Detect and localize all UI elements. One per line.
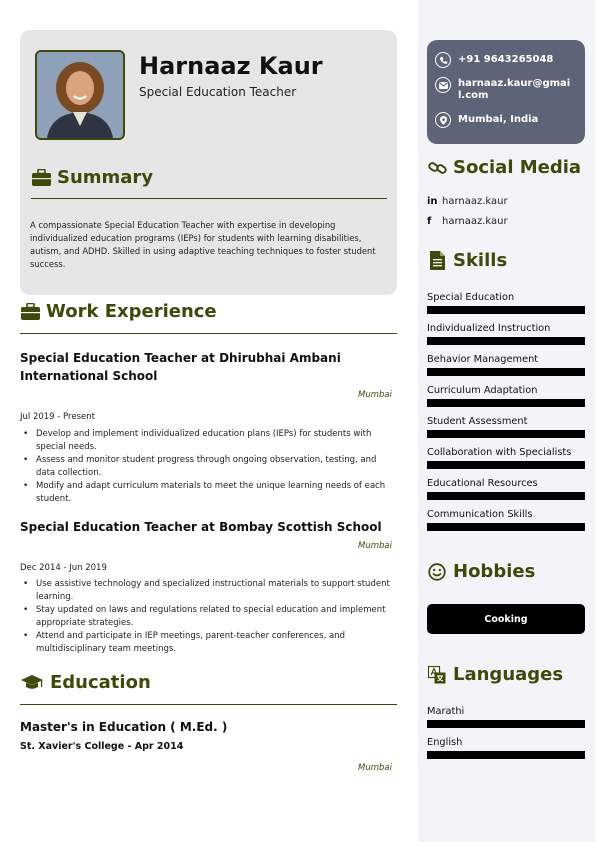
skill-bar bbox=[427, 399, 585, 407]
skill-bar bbox=[427, 492, 585, 500]
summary-heading: Summary bbox=[31, 167, 153, 188]
list-item: • Develop and implement individualized education plans (IEPs) for students with special needs. bbox=[20, 428, 398, 454]
list-item: • Attend and participate in IEP meetings, parent-teacher conferences, and multidisciplinary team meetings. bbox=[20, 630, 398, 656]
envelope-icon bbox=[435, 77, 451, 93]
graduation-cap-icon bbox=[20, 673, 44, 693]
skill-bar bbox=[427, 337, 585, 345]
summary-divider bbox=[31, 198, 387, 199]
candidate-title: Special Education Teacher bbox=[139, 85, 297, 99]
skills-heading: Skills bbox=[427, 250, 507, 271]
skill-label: Individualized Instruction bbox=[427, 323, 551, 334]
skill-bar bbox=[427, 461, 585, 469]
candidate-name: Harnaaz Kaur bbox=[139, 52, 323, 80]
job-dates-2: Dec 2014 - Jun 2019 bbox=[20, 563, 107, 573]
skill-label: Educational Resources bbox=[427, 478, 538, 489]
work-experience-heading: Work Experience bbox=[20, 301, 217, 322]
smiley-icon bbox=[427, 562, 447, 582]
skill-label: Special Education bbox=[427, 292, 515, 303]
location-pin-icon bbox=[435, 112, 451, 128]
summary-text: A compassionate Special Education Teacher with expertise in developing individualized education programs (IEPs) for students with learning disabilities, autism, and ADHD. Skilled in using adaptive teaching techniques to foster student success. bbox=[30, 220, 376, 269]
phone-icon bbox=[435, 52, 451, 68]
job-title-2: Special Education Teacher at Bombay Scottish School bbox=[20, 520, 382, 534]
social-item-linkedin[interactable]: in harnaaz.kaur bbox=[427, 196, 508, 207]
list-item: • Assess and monitor student progress through ongoing observation, testing, and data collection. bbox=[20, 454, 398, 480]
languages-heading: Languages bbox=[427, 664, 563, 685]
briefcase-icon bbox=[20, 302, 40, 322]
social-item-facebook[interactable]: f harnaaz.kaur bbox=[427, 216, 508, 227]
translate-icon bbox=[427, 665, 447, 685]
contact-location: Mumbai, India bbox=[435, 112, 538, 128]
work-divider bbox=[20, 333, 397, 334]
social-media-heading: Social Media bbox=[427, 157, 581, 178]
job-location-2: Mumbai bbox=[358, 541, 392, 551]
avatar bbox=[35, 50, 125, 140]
skill-label: Student Assessment bbox=[427, 416, 528, 427]
linkedin-icon: in bbox=[427, 196, 438, 207]
job-bullets-1 bbox=[20, 428, 398, 506]
job-bullets-2 bbox=[20, 578, 398, 656]
skill-label: Behavior Management bbox=[427, 354, 539, 365]
skill-label: Communication Skills bbox=[427, 509, 533, 520]
skill-bar bbox=[427, 430, 585, 438]
job-title-1: Special Education Teacher at Dhirubhai Ambani International School bbox=[20, 351, 341, 383]
education-location: Mumbai bbox=[358, 763, 392, 773]
job-dates-1: Jul 2019 - Present bbox=[20, 412, 95, 422]
skill-bar bbox=[427, 306, 585, 314]
education-degree: Master's in Education ( M.Ed. ) bbox=[20, 720, 228, 734]
language-bar bbox=[427, 751, 585, 759]
hobbies-heading: Hobbies bbox=[427, 561, 535, 582]
list-item: • Use assistive technology and specialized instructional materials to support student learning. bbox=[20, 578, 398, 604]
contact-email: harnaaz.kaur@gmail.com bbox=[435, 77, 573, 102]
education-school: St. Xavier's College - Apr 2014 bbox=[20, 741, 184, 752]
skill-bar bbox=[427, 523, 585, 531]
language-bar bbox=[427, 720, 585, 728]
language-label: English bbox=[427, 737, 463, 748]
language-label: Marathi bbox=[427, 706, 465, 717]
job-location-1: Mumbai bbox=[358, 390, 392, 400]
skill-bar bbox=[427, 368, 585, 376]
skill-label: Collaboration with Specialists bbox=[427, 447, 572, 458]
list-item: • Stay updated on laws and regulations related to special education and implement appropriate strategies. bbox=[20, 604, 398, 630]
education-divider bbox=[20, 704, 397, 705]
skill-label: Curriculum Adaptation bbox=[427, 385, 538, 396]
hobby-pill: Cooking bbox=[427, 604, 585, 634]
facebook-icon: f bbox=[427, 216, 432, 227]
header-card bbox=[20, 30, 397, 295]
list-item: • Modify and adapt curriculum materials to meet the unique learning needs of each student. bbox=[20, 480, 398, 506]
contact-phone: +91 9643265048 bbox=[435, 52, 553, 68]
education-heading: Education bbox=[20, 672, 151, 693]
contact-card bbox=[427, 40, 585, 144]
briefcase-icon bbox=[31, 168, 51, 188]
document-icon bbox=[427, 251, 447, 271]
link-icon bbox=[427, 158, 447, 178]
